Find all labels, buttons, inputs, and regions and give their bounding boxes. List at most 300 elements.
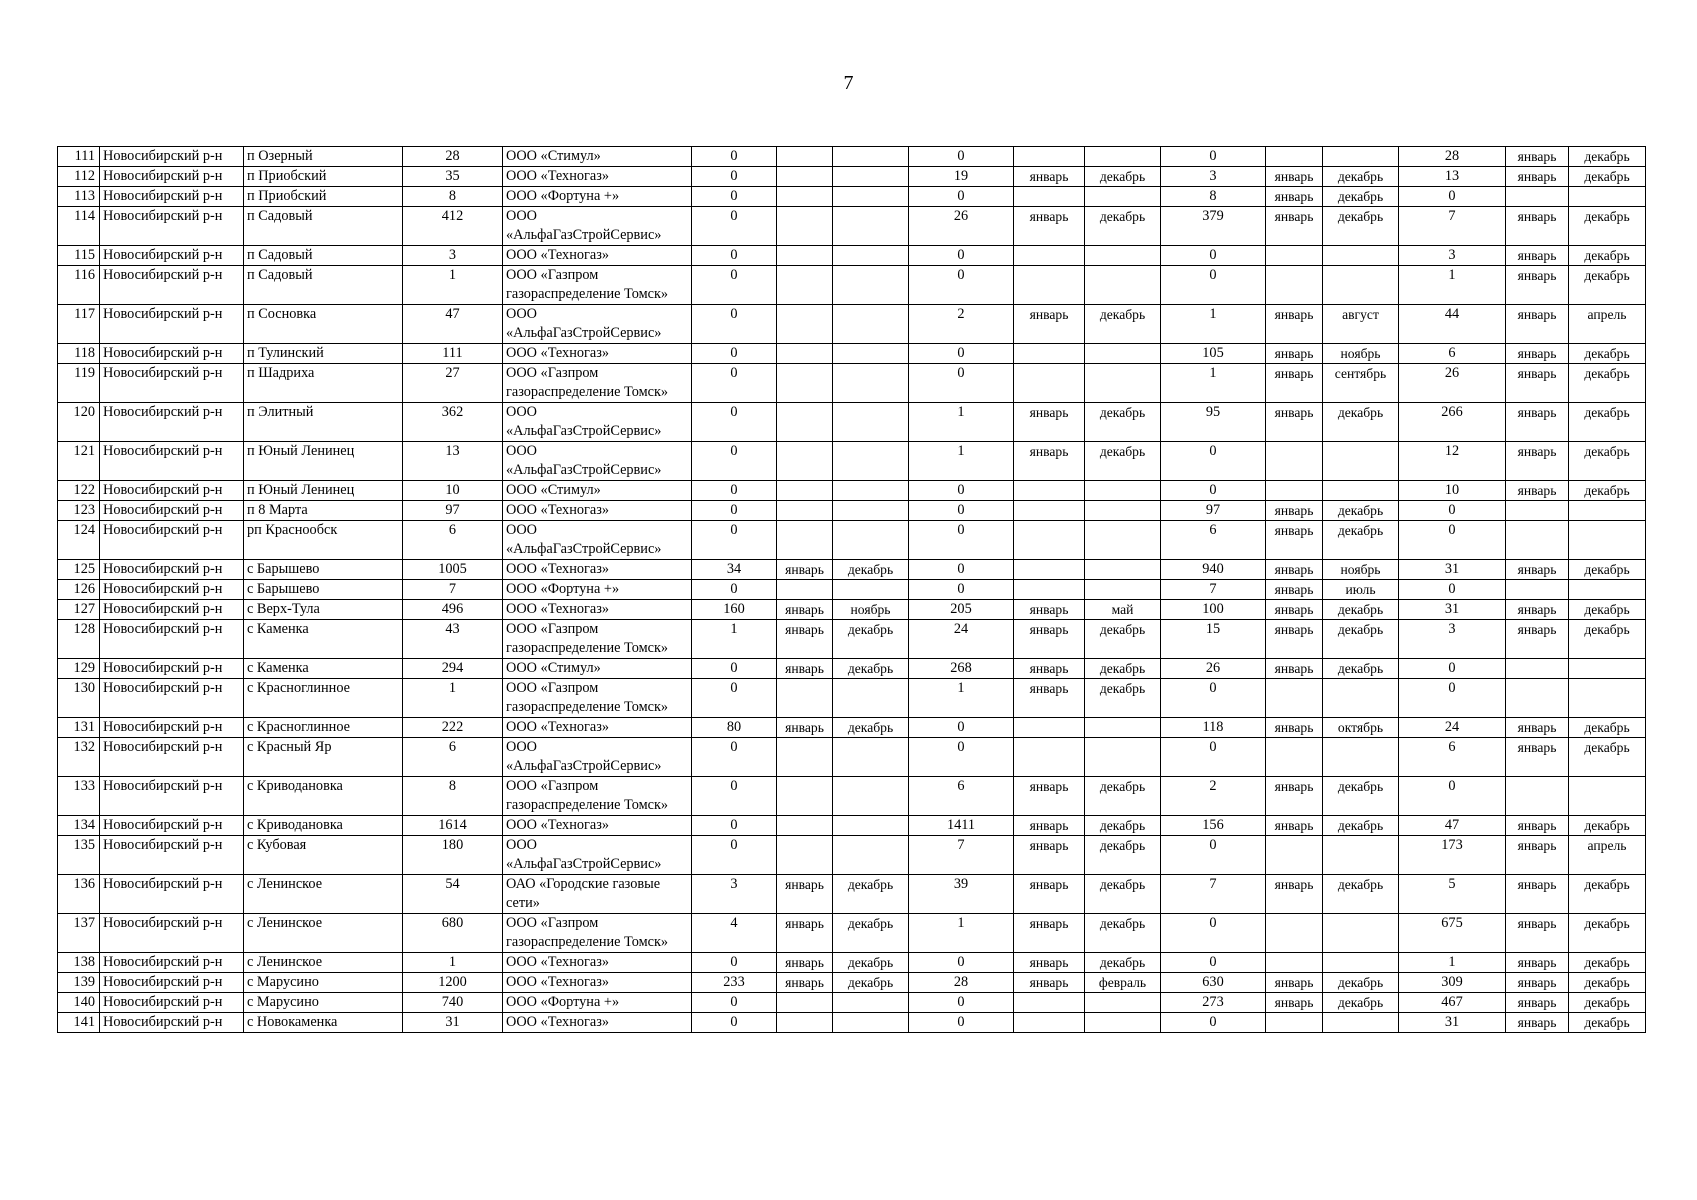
q3-end-cell: декабрь bbox=[1323, 816, 1399, 836]
q4-end-cell: декабрь bbox=[1569, 481, 1646, 501]
organization-cell: ООО «Газпром газораспределение Томск» bbox=[503, 777, 692, 816]
q2-end-cell: декабрь bbox=[1085, 816, 1161, 836]
q2-start-cell: январь bbox=[1014, 836, 1085, 875]
q4-count-cell: 6 bbox=[1399, 738, 1506, 777]
district-cell: Новосибирский р-н bbox=[100, 679, 244, 718]
q2-count-cell: 1 bbox=[909, 442, 1014, 481]
q3-count-cell: 0 bbox=[1161, 914, 1266, 953]
q2-start-cell bbox=[1014, 580, 1085, 600]
settlement-cell: п Шадриха bbox=[244, 364, 403, 403]
q1-count-cell: 0 bbox=[692, 266, 777, 305]
q4-end-cell bbox=[1569, 659, 1646, 679]
q2-count-cell: 2 bbox=[909, 305, 1014, 344]
row-number-cell: 134 bbox=[58, 816, 100, 836]
page-number: 7 bbox=[843, 72, 854, 94]
table-row bbox=[58, 344, 1646, 364]
table-row bbox=[58, 560, 1646, 580]
q4-end-cell bbox=[1569, 521, 1646, 560]
q1-end-cell: декабрь bbox=[833, 560, 909, 580]
q4-end-cell: апрель bbox=[1569, 836, 1646, 875]
district-cell: Новосибирский р-н bbox=[100, 836, 244, 875]
q2-start-cell: январь bbox=[1014, 816, 1085, 836]
q4-count-cell: 44 bbox=[1399, 305, 1506, 344]
q2-count-cell: 268 bbox=[909, 659, 1014, 679]
organization-cell: ООО «Техногаз» bbox=[503, 953, 692, 973]
settlement-cell: с Марусино bbox=[244, 973, 403, 993]
settlement-cell: с Ленинское bbox=[244, 875, 403, 914]
q1-end-cell bbox=[833, 816, 909, 836]
q1-start-cell: январь bbox=[777, 973, 833, 993]
q3-count-cell: 100 bbox=[1161, 600, 1266, 620]
row-number-cell: 115 bbox=[58, 246, 100, 266]
q4-end-cell: декабрь bbox=[1569, 403, 1646, 442]
district-cell: Новосибирский р-н bbox=[100, 777, 244, 816]
settlement-cell: с Верх-Тула bbox=[244, 600, 403, 620]
q1-start-cell: январь bbox=[777, 560, 833, 580]
table-row bbox=[58, 187, 1646, 207]
q3-start-cell: январь bbox=[1266, 580, 1323, 600]
q2-count-cell: 0 bbox=[909, 718, 1014, 738]
q3-start-cell: январь bbox=[1266, 501, 1323, 521]
q2-start-cell: январь bbox=[1014, 305, 1085, 344]
district-cell: Новосибирский р-н bbox=[100, 521, 244, 560]
q1-end-cell bbox=[833, 481, 909, 501]
q2-start-cell bbox=[1014, 344, 1085, 364]
q4-count-cell: 12 bbox=[1399, 442, 1506, 481]
q3-start-cell: январь bbox=[1266, 344, 1323, 364]
q2-count-cell: 0 bbox=[909, 147, 1014, 167]
row-number-cell: 121 bbox=[58, 442, 100, 481]
q2-end-cell bbox=[1085, 266, 1161, 305]
q1-start-cell: январь bbox=[777, 953, 833, 973]
q4-start-cell: январь bbox=[1506, 560, 1569, 580]
q3-count-cell: 0 bbox=[1161, 836, 1266, 875]
table-row bbox=[58, 521, 1646, 560]
table-row bbox=[58, 659, 1646, 679]
q3-end-cell: декабрь bbox=[1323, 875, 1399, 914]
q1-start-cell: январь bbox=[777, 875, 833, 914]
q3-count-cell: 273 bbox=[1161, 993, 1266, 1013]
q1-start-cell bbox=[777, 481, 833, 501]
district-cell: Новосибирский р-н bbox=[100, 344, 244, 364]
settlement-cell: п Элитный bbox=[244, 403, 403, 442]
table-body bbox=[58, 147, 1646, 1033]
q2-count-cell: 205 bbox=[909, 600, 1014, 620]
q3-count-cell: 0 bbox=[1161, 481, 1266, 501]
q2-end-cell bbox=[1085, 1013, 1161, 1033]
q3-end-cell bbox=[1323, 481, 1399, 501]
total-cell: 740 bbox=[403, 993, 503, 1013]
q1-end-cell: декабрь bbox=[833, 620, 909, 659]
q4-count-cell: 47 bbox=[1399, 816, 1506, 836]
table-row bbox=[58, 305, 1646, 344]
q2-start-cell bbox=[1014, 521, 1085, 560]
total-cell: 3 bbox=[403, 246, 503, 266]
q1-end-cell bbox=[833, 364, 909, 403]
total-cell: 10 bbox=[403, 481, 503, 501]
q1-start-cell bbox=[777, 344, 833, 364]
settlement-cell: с Новокаменка bbox=[244, 1013, 403, 1033]
q1-end-cell bbox=[833, 305, 909, 344]
q1-start-cell bbox=[777, 364, 833, 403]
total-cell: 8 bbox=[403, 777, 503, 816]
q2-start-cell bbox=[1014, 738, 1085, 777]
organization-cell: ООО «Фортуна +» bbox=[503, 580, 692, 600]
row-number-cell: 136 bbox=[58, 875, 100, 914]
q2-end-cell bbox=[1085, 580, 1161, 600]
q2-end-cell: декабрь bbox=[1085, 403, 1161, 442]
q3-start-cell bbox=[1266, 147, 1323, 167]
q3-count-cell: 0 bbox=[1161, 1013, 1266, 1033]
q3-end-cell bbox=[1323, 147, 1399, 167]
district-cell: Новосибирский р-н bbox=[100, 718, 244, 738]
table-row bbox=[58, 442, 1646, 481]
row-number-cell: 129 bbox=[58, 659, 100, 679]
q3-end-cell: декабрь bbox=[1323, 993, 1399, 1013]
q1-count-cell: 1 bbox=[692, 620, 777, 659]
q2-start-cell bbox=[1014, 560, 1085, 580]
row-number-cell: 139 bbox=[58, 973, 100, 993]
total-cell: 680 bbox=[403, 914, 503, 953]
schedule-table bbox=[57, 146, 1646, 1033]
organization-cell: ООО «Техногаз» bbox=[503, 718, 692, 738]
q4-start-cell bbox=[1506, 659, 1569, 679]
q1-end-cell bbox=[833, 521, 909, 560]
q1-end-cell bbox=[833, 266, 909, 305]
q4-start-cell bbox=[1506, 777, 1569, 816]
q3-start-cell: январь bbox=[1266, 187, 1323, 207]
q4-end-cell: декабрь bbox=[1569, 344, 1646, 364]
q4-end-cell: декабрь bbox=[1569, 147, 1646, 167]
settlement-cell: п Озерный bbox=[244, 147, 403, 167]
q4-start-cell: январь bbox=[1506, 442, 1569, 481]
q1-end-cell bbox=[833, 836, 909, 875]
settlement-cell: п 8 Марта bbox=[244, 501, 403, 521]
q1-count-cell: 0 bbox=[692, 816, 777, 836]
q1-start-cell: январь bbox=[777, 600, 833, 620]
district-cell: Новосибирский р-н bbox=[100, 620, 244, 659]
q1-start-cell bbox=[777, 836, 833, 875]
q1-count-cell: 0 bbox=[692, 364, 777, 403]
table-row bbox=[58, 875, 1646, 914]
q3-start-cell: январь bbox=[1266, 305, 1323, 344]
q4-end-cell: декабрь bbox=[1569, 953, 1646, 973]
q3-count-cell: 156 bbox=[1161, 816, 1266, 836]
q1-start-cell bbox=[777, 246, 833, 266]
q1-count-cell: 0 bbox=[692, 580, 777, 600]
q4-end-cell bbox=[1569, 501, 1646, 521]
q1-start-cell bbox=[777, 777, 833, 816]
q2-start-cell bbox=[1014, 481, 1085, 501]
q3-count-cell: 7 bbox=[1161, 875, 1266, 914]
q2-end-cell: декабрь bbox=[1085, 305, 1161, 344]
q2-start-cell: январь bbox=[1014, 973, 1085, 993]
total-cell: 1 bbox=[403, 266, 503, 305]
q2-count-cell: 0 bbox=[909, 364, 1014, 403]
q4-start-cell bbox=[1506, 679, 1569, 718]
q3-count-cell: 0 bbox=[1161, 442, 1266, 481]
total-cell: 13 bbox=[403, 442, 503, 481]
table-row bbox=[58, 953, 1646, 973]
q3-count-cell: 95 bbox=[1161, 403, 1266, 442]
q3-end-cell bbox=[1323, 246, 1399, 266]
district-cell: Новосибирский р-н bbox=[100, 560, 244, 580]
q2-count-cell: 1 bbox=[909, 679, 1014, 718]
q3-start-cell bbox=[1266, 1013, 1323, 1033]
q4-start-cell: январь bbox=[1506, 875, 1569, 914]
q3-start-cell: январь bbox=[1266, 403, 1323, 442]
q1-count-cell: 0 bbox=[692, 344, 777, 364]
district-cell: Новосибирский р-н bbox=[100, 600, 244, 620]
total-cell: 362 bbox=[403, 403, 503, 442]
q1-count-cell: 0 bbox=[692, 501, 777, 521]
q1-start-cell bbox=[777, 442, 833, 481]
q4-start-cell: январь bbox=[1506, 305, 1569, 344]
q2-start-cell bbox=[1014, 993, 1085, 1013]
q4-end-cell: декабрь bbox=[1569, 914, 1646, 953]
q1-count-cell: 0 bbox=[692, 246, 777, 266]
table-row bbox=[58, 167, 1646, 187]
q2-start-cell: январь bbox=[1014, 679, 1085, 718]
q2-end-cell: декабрь bbox=[1085, 679, 1161, 718]
organization-cell: ООО «Техногаз» bbox=[503, 973, 692, 993]
q1-start-cell bbox=[777, 207, 833, 246]
settlement-cell: с Красноглинное bbox=[244, 718, 403, 738]
q1-count-cell: 0 bbox=[692, 738, 777, 777]
q2-end-cell bbox=[1085, 521, 1161, 560]
q3-start-cell: январь bbox=[1266, 600, 1323, 620]
q2-count-cell: 0 bbox=[909, 993, 1014, 1013]
row-number-cell: 131 bbox=[58, 718, 100, 738]
q2-end-cell bbox=[1085, 501, 1161, 521]
q1-start-cell bbox=[777, 501, 833, 521]
q1-end-cell bbox=[833, 344, 909, 364]
q3-start-cell bbox=[1266, 481, 1323, 501]
q3-count-cell: 118 bbox=[1161, 718, 1266, 738]
organization-cell: ООО «Фортуна +» bbox=[503, 993, 692, 1013]
q2-count-cell: 0 bbox=[909, 246, 1014, 266]
q2-start-cell: январь bbox=[1014, 167, 1085, 187]
q4-end-cell: декабрь bbox=[1569, 442, 1646, 481]
q4-end-cell: декабрь bbox=[1569, 620, 1646, 659]
q3-end-cell: октябрь bbox=[1323, 718, 1399, 738]
q3-start-cell: январь bbox=[1266, 560, 1323, 580]
q3-count-cell: 0 bbox=[1161, 246, 1266, 266]
q2-count-cell: 39 bbox=[909, 875, 1014, 914]
row-number-cell: 128 bbox=[58, 620, 100, 659]
q3-end-cell: декабрь bbox=[1323, 167, 1399, 187]
q2-count-cell: 1411 bbox=[909, 816, 1014, 836]
q2-start-cell bbox=[1014, 501, 1085, 521]
organization-cell: ООО «Газпром газораспределение Томск» bbox=[503, 620, 692, 659]
table-row bbox=[58, 777, 1646, 816]
table-row bbox=[58, 1013, 1646, 1033]
district-cell: Новосибирский р-н bbox=[100, 973, 244, 993]
organization-cell: ООО «Техногаз» bbox=[503, 1013, 692, 1033]
q4-start-cell: январь bbox=[1506, 738, 1569, 777]
q3-end-cell: декабрь bbox=[1323, 659, 1399, 679]
table-row bbox=[58, 266, 1646, 305]
q4-count-cell: 1 bbox=[1399, 953, 1506, 973]
q4-start-cell: январь bbox=[1506, 246, 1569, 266]
q4-end-cell: декабрь bbox=[1569, 207, 1646, 246]
q3-count-cell: 0 bbox=[1161, 266, 1266, 305]
q4-count-cell: 10 bbox=[1399, 481, 1506, 501]
q3-end-cell: ноябрь bbox=[1323, 560, 1399, 580]
q4-count-cell: 309 bbox=[1399, 973, 1506, 993]
q3-start-cell: январь bbox=[1266, 207, 1323, 246]
q2-end-cell bbox=[1085, 481, 1161, 501]
organization-cell: ООО «Техногаз» bbox=[503, 344, 692, 364]
settlement-cell: с Кубовая bbox=[244, 836, 403, 875]
q1-count-cell: 0 bbox=[692, 207, 777, 246]
district-cell: Новосибирский р-н bbox=[100, 481, 244, 501]
q4-count-cell: 0 bbox=[1399, 187, 1506, 207]
organization-cell: ОАО «Городские газовые сети» bbox=[503, 875, 692, 914]
q4-start-cell: январь bbox=[1506, 147, 1569, 167]
q3-end-cell: декабрь bbox=[1323, 501, 1399, 521]
organization-cell: ООО «Газпром газораспределение Томск» bbox=[503, 679, 692, 718]
row-number-cell: 127 bbox=[58, 600, 100, 620]
q3-end-cell bbox=[1323, 266, 1399, 305]
q1-count-cell: 0 bbox=[692, 679, 777, 718]
q3-end-cell: декабрь bbox=[1323, 600, 1399, 620]
organization-cell: ООО «Газпром газораспределение Томск» bbox=[503, 364, 692, 403]
q3-start-cell: январь bbox=[1266, 167, 1323, 187]
q1-end-cell bbox=[833, 738, 909, 777]
q2-start-cell: январь bbox=[1014, 659, 1085, 679]
q4-count-cell: 26 bbox=[1399, 364, 1506, 403]
q1-start-cell bbox=[777, 993, 833, 1013]
q4-end-cell bbox=[1569, 777, 1646, 816]
q2-count-cell: 0 bbox=[909, 560, 1014, 580]
q1-start-cell bbox=[777, 167, 833, 187]
q1-start-cell bbox=[777, 403, 833, 442]
q2-count-cell: 0 bbox=[909, 953, 1014, 973]
q3-end-cell: декабрь bbox=[1323, 207, 1399, 246]
q4-end-cell: декабрь bbox=[1569, 875, 1646, 914]
q2-start-cell: январь bbox=[1014, 620, 1085, 659]
q1-count-cell: 233 bbox=[692, 973, 777, 993]
q2-end-cell: декабрь bbox=[1085, 777, 1161, 816]
table-row bbox=[58, 403, 1646, 442]
table-row bbox=[58, 600, 1646, 620]
settlement-cell: с Барышево bbox=[244, 560, 403, 580]
q2-end-cell: декабрь bbox=[1085, 442, 1161, 481]
q2-end-cell bbox=[1085, 560, 1161, 580]
q4-end-cell: декабрь bbox=[1569, 560, 1646, 580]
q4-count-cell: 24 bbox=[1399, 718, 1506, 738]
q1-count-cell: 0 bbox=[692, 167, 777, 187]
organization-cell: ООО «АльфаГазСтройСервис» bbox=[503, 305, 692, 344]
total-cell: 496 bbox=[403, 600, 503, 620]
q4-count-cell: 266 bbox=[1399, 403, 1506, 442]
q3-count-cell: 0 bbox=[1161, 147, 1266, 167]
q4-start-cell: январь bbox=[1506, 718, 1569, 738]
row-number-cell: 118 bbox=[58, 344, 100, 364]
q2-end-cell bbox=[1085, 147, 1161, 167]
q3-end-cell: декабрь bbox=[1323, 403, 1399, 442]
q3-start-cell bbox=[1266, 442, 1323, 481]
total-cell: 97 bbox=[403, 501, 503, 521]
q2-count-cell: 0 bbox=[909, 521, 1014, 560]
q4-start-cell: январь bbox=[1506, 344, 1569, 364]
q3-count-cell: 3 bbox=[1161, 167, 1266, 187]
district-cell: Новосибирский р-н bbox=[100, 207, 244, 246]
q2-start-cell bbox=[1014, 364, 1085, 403]
q3-start-cell bbox=[1266, 914, 1323, 953]
q2-count-cell: 28 bbox=[909, 973, 1014, 993]
q3-count-cell: 940 bbox=[1161, 560, 1266, 580]
q3-count-cell: 1 bbox=[1161, 305, 1266, 344]
settlement-cell: п Садовый bbox=[244, 266, 403, 305]
q2-start-cell: январь bbox=[1014, 600, 1085, 620]
q1-start-cell: январь bbox=[777, 620, 833, 659]
q3-start-cell bbox=[1266, 266, 1323, 305]
q3-start-cell: январь bbox=[1266, 620, 1323, 659]
q1-end-cell bbox=[833, 246, 909, 266]
row-number-cell: 111 bbox=[58, 147, 100, 167]
district-cell: Новосибирский р-н bbox=[100, 187, 244, 207]
q2-start-cell: январь bbox=[1014, 207, 1085, 246]
row-number-cell: 126 bbox=[58, 580, 100, 600]
q1-count-cell: 0 bbox=[692, 777, 777, 816]
q4-count-cell: 0 bbox=[1399, 659, 1506, 679]
q4-end-cell: декабрь bbox=[1569, 816, 1646, 836]
q2-start-cell: январь bbox=[1014, 777, 1085, 816]
organization-cell: ООО «Техногаз» bbox=[503, 560, 692, 580]
q1-count-cell: 0 bbox=[692, 305, 777, 344]
q1-end-cell bbox=[833, 187, 909, 207]
q4-end-cell bbox=[1569, 679, 1646, 718]
organization-cell: ООО «АльфаГазСтройСервис» bbox=[503, 738, 692, 777]
q1-end-cell bbox=[833, 580, 909, 600]
q3-end-cell bbox=[1323, 442, 1399, 481]
q3-count-cell: 1 bbox=[1161, 364, 1266, 403]
q1-start-cell bbox=[777, 305, 833, 344]
q2-count-cell: 1 bbox=[909, 914, 1014, 953]
q2-end-cell bbox=[1085, 246, 1161, 266]
q3-start-cell: январь bbox=[1266, 993, 1323, 1013]
q1-end-cell bbox=[833, 442, 909, 481]
q1-start-cell bbox=[777, 679, 833, 718]
row-number-cell: 132 bbox=[58, 738, 100, 777]
q4-start-cell: январь bbox=[1506, 481, 1569, 501]
total-cell: 43 bbox=[403, 620, 503, 659]
district-cell: Новосибирский р-н bbox=[100, 953, 244, 973]
total-cell: 31 bbox=[403, 1013, 503, 1033]
row-number-cell: 130 bbox=[58, 679, 100, 718]
q1-end-cell: декабрь bbox=[833, 973, 909, 993]
q4-count-cell: 0 bbox=[1399, 580, 1506, 600]
q2-end-cell: май bbox=[1085, 600, 1161, 620]
total-cell: 1614 bbox=[403, 816, 503, 836]
q1-start-cell bbox=[777, 266, 833, 305]
row-number-cell: 112 bbox=[58, 167, 100, 187]
q1-end-cell bbox=[833, 1013, 909, 1033]
q4-count-cell: 467 bbox=[1399, 993, 1506, 1013]
q3-start-cell bbox=[1266, 246, 1323, 266]
row-number-cell: 120 bbox=[58, 403, 100, 442]
q1-end-cell: декабрь bbox=[833, 718, 909, 738]
settlement-cell: п Тулинский bbox=[244, 344, 403, 364]
q1-count-cell: 0 bbox=[692, 521, 777, 560]
q3-start-cell bbox=[1266, 953, 1323, 973]
q2-start-cell: январь bbox=[1014, 914, 1085, 953]
q3-end-cell: август bbox=[1323, 305, 1399, 344]
total-cell: 6 bbox=[403, 738, 503, 777]
q4-count-cell: 675 bbox=[1399, 914, 1506, 953]
